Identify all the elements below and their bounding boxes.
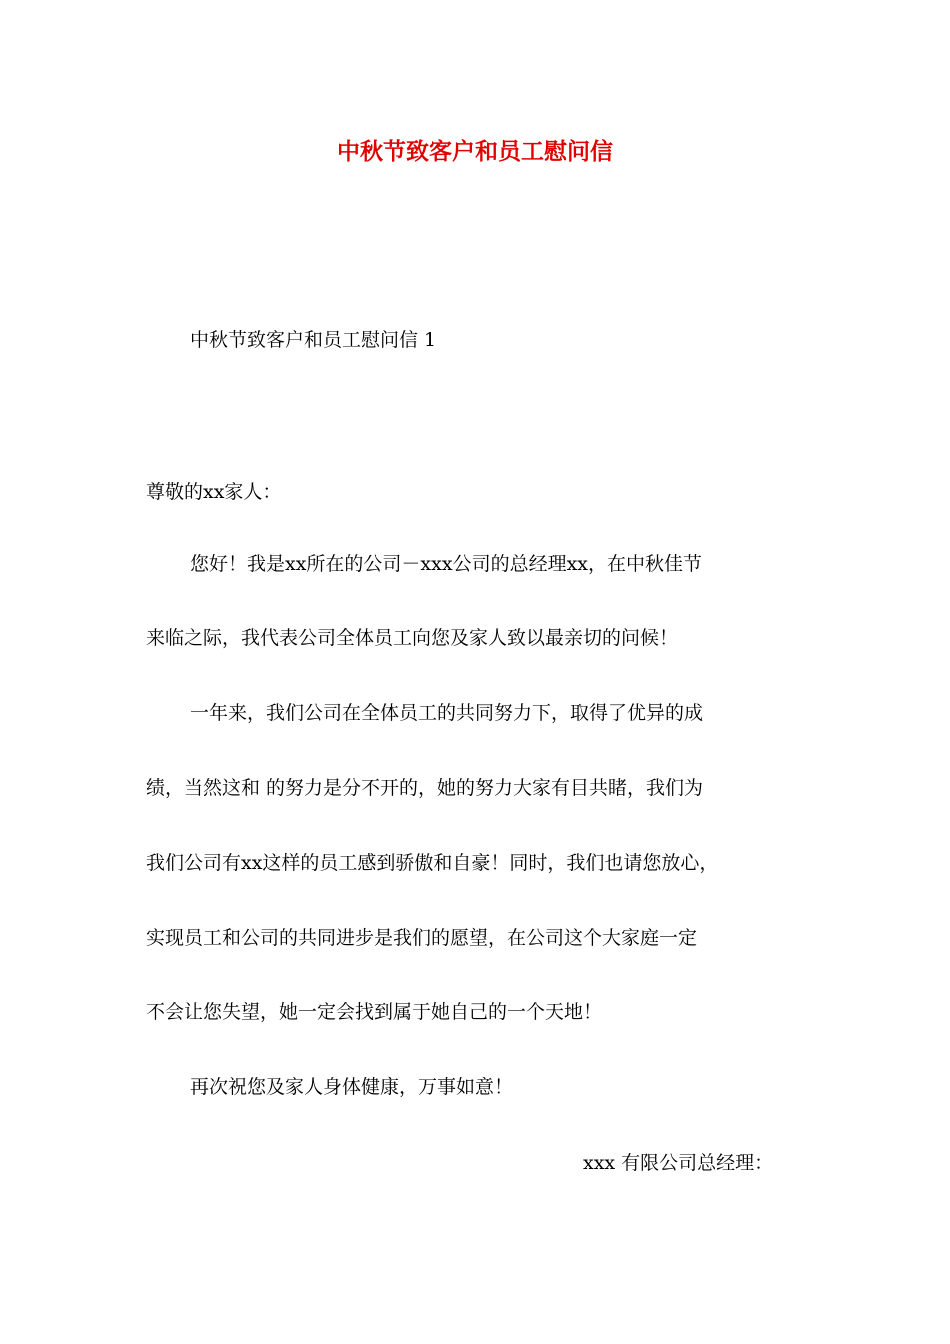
body-line-3: 一年来，我们公司在全体员工的共同努力下，取得了优异的成 <box>190 702 704 724</box>
body-line-4: 绩，当然这和 的努力是分不开的，她的努力大家有目共睹，我们为 <box>146 777 704 799</box>
closing-line: 再次祝您及家人身体健康，万事如意！ <box>190 1076 514 1098</box>
body-line-1: 您好！我是xx所在的公司－xxx公司的总经理xx，在中秋佳节 <box>190 553 703 575</box>
letter-subtitle: 中秋节致客户和员工慰问信 1 <box>190 329 437 351</box>
page-title: 中秋节致客户和员工慰问信 <box>337 138 613 165</box>
body-line-5: 我们公司有xx这样的员工感到骄傲和自豪！同时，我们也请您放心， <box>146 852 719 874</box>
body-line-7: 不会让您失望，她一定会找到属于她自己的一个天地！ <box>146 1001 603 1023</box>
salutation: 尊敬的xx家人： <box>146 481 282 503</box>
body-line-6: 实现员工和公司的共同进步是我们的愿望，在公司这个大家庭一定 <box>146 927 698 949</box>
signature: xxx 有限公司总经理： <box>583 1152 774 1174</box>
body-line-2: 来临之际，我代表公司全体员工向您及家人致以最亲切的问候！ <box>146 627 679 649</box>
